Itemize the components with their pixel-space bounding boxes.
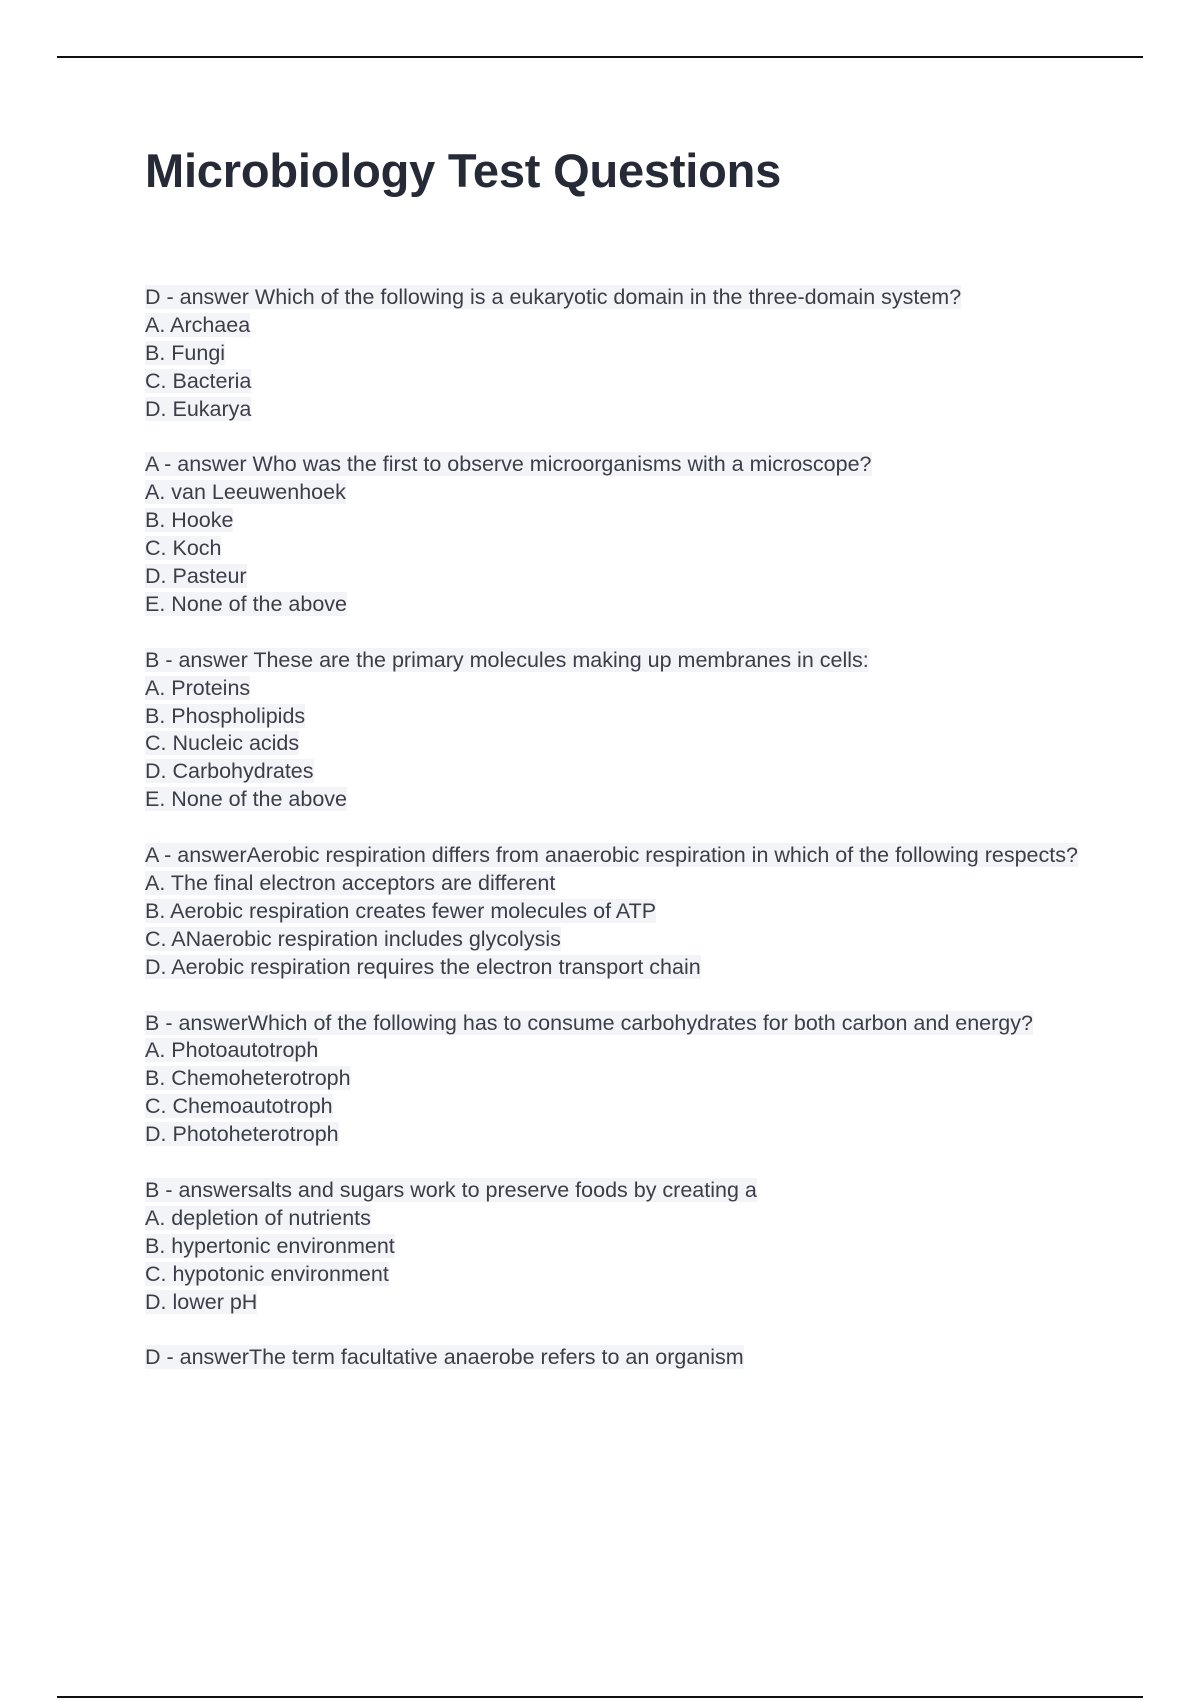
question-text: A - answer Who was the first to observe microorganisms with a microscope? <box>145 452 872 477</box>
question-block <box>145 647 1090 814</box>
answer-option: B. hypertonic environment <box>145 1233 395 1258</box>
answer-option: E. None of the above <box>145 591 348 616</box>
answer-option: B. Chemoheterotroph <box>145 1066 351 1091</box>
question-block <box>145 1344 1090 1372</box>
answer-option: B. Hooke <box>145 508 234 533</box>
question-text: D - answerThe term facultative anaerobe refers to an organism <box>145 1345 744 1370</box>
bottom-divider <box>57 1696 1143 1698</box>
answer-option: C. Bacteria <box>145 368 252 393</box>
answer-option: A. Proteins <box>145 675 251 700</box>
question-text: A - answerAerobic respiration differs from anaerobic respiration in which of the following respects? <box>145 843 1078 868</box>
answer-option: A. Archaea <box>145 312 251 337</box>
question-text: B - answer These are the primary molecules making up membranes in cells: <box>145 647 869 672</box>
answer-option: B. Aerobic respiration creates fewer molecules of ATP <box>145 898 657 923</box>
question-block <box>145 284 1090 424</box>
answer-option: C. Chemoautotroph <box>145 1094 333 1119</box>
answer-option: D. Carbohydrates <box>145 759 314 784</box>
question-block <box>145 1010 1090 1150</box>
answer-option: D. lower pH <box>145 1289 258 1314</box>
answer-option: C. hypotonic environment <box>145 1261 389 1286</box>
answer-option: A. van Leeuwenhoek <box>145 480 346 505</box>
answer-option: C. Nucleic acids <box>145 731 300 756</box>
question-list <box>145 284 1090 1400</box>
answer-option: B. Fungi <box>145 340 226 365</box>
question-block <box>145 1177 1090 1317</box>
question-text: B - answerWhich of the following has to consume carbohydrates for both carbon and energy? <box>145 1010 1033 1035</box>
answer-option: D. Pasteur <box>145 564 247 589</box>
answer-option: D. Aerobic respiration requires the electron transport chain <box>145 954 701 979</box>
answer-option: A. The final electron acceptors are different <box>145 870 556 895</box>
question-text: D - answer Which of the following is a eukaryotic domain in the three-domain system? <box>145 285 962 309</box>
answer-option: C. ANaerobic respiration includes glycolysis <box>145 926 561 951</box>
answer-option: D. Photoheterotroph <box>145 1122 339 1147</box>
answer-option: A. depletion of nutrients <box>145 1205 371 1230</box>
question-block <box>145 842 1090 982</box>
question-text: B - answersalts and sugars work to preserve foods by creating a <box>145 1177 757 1202</box>
top-divider <box>57 56 1143 58</box>
answer-option: C. Koch <box>145 536 222 561</box>
answer-option: A. Photoautotroph <box>145 1038 319 1063</box>
answer-option: E. None of the above <box>145 787 348 812</box>
answer-option: D. Eukarya <box>145 396 252 421</box>
answer-option: B. Phospholipids <box>145 703 306 728</box>
question-block <box>145 451 1090 618</box>
page-title: Microbiology Test Questions <box>145 144 782 197</box>
